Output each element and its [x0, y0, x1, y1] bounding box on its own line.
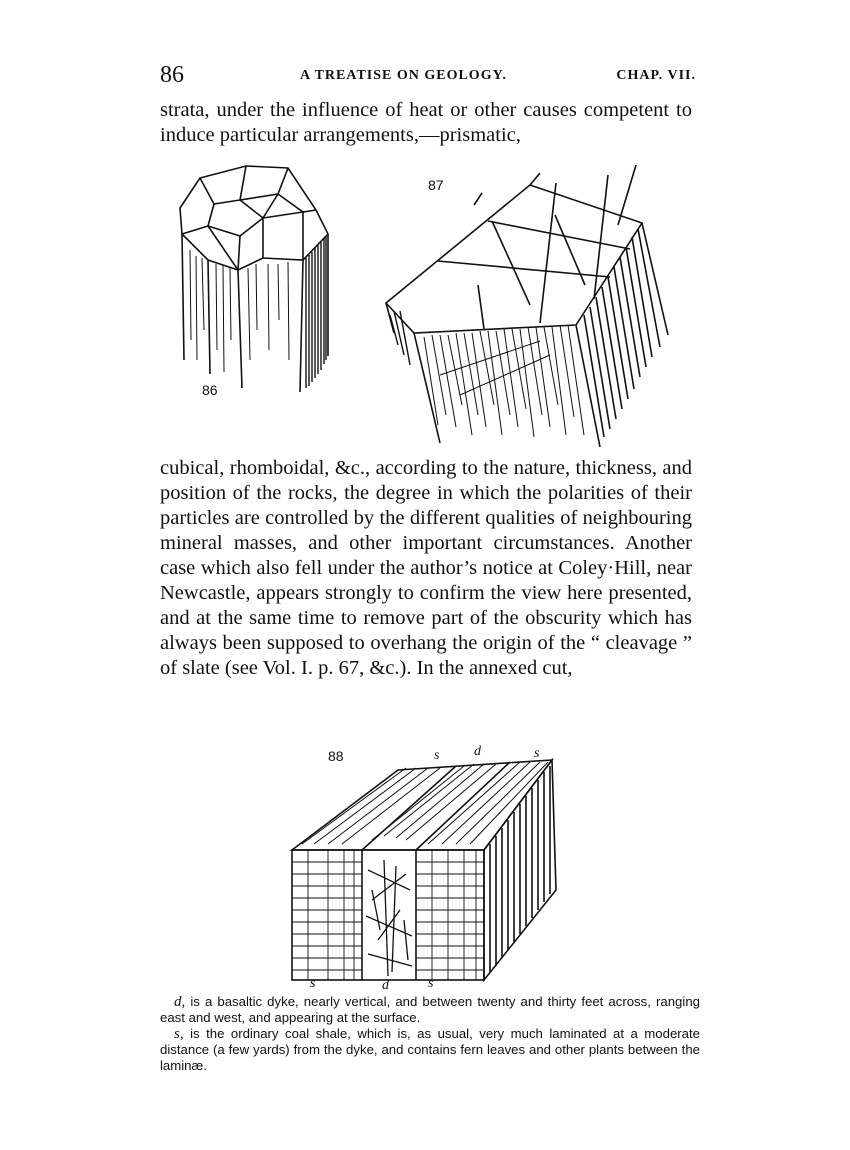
figure-87: [380, 165, 680, 450]
figure-88-label-d-top: d: [474, 744, 481, 759]
figure-86: [168, 160, 338, 400]
caption-s-text: is the ordinary coal shale, which is, as usual, very much laminated at a moderate distance (a few yards) from the dyke, and contains fern leaves and other plants between the laminæ.: [160, 1026, 700, 1073]
figure-86-drawing: [168, 160, 338, 400]
page-header: [160, 62, 698, 92]
page-number: 86: [160, 62, 184, 88]
figure-88-label-s-bottom-left: s: [310, 976, 316, 991]
chapter-label: CHAP. VII.: [616, 68, 696, 83]
caption-d-entry: [160, 994, 700, 1026]
figure-88-label-d-bottom: d: [382, 978, 389, 993]
figure-88: [288, 740, 568, 993]
paragraph-1: strata, under the influence of heat or other causes competent to induce particular arrangements,—prismatic,: [160, 99, 692, 146]
running-title: A TREATISE ON GEOLOGY.: [300, 68, 507, 83]
figure-87-number: 87: [428, 177, 444, 193]
caption-s-entry: [160, 1026, 700, 1074]
figure-86-number: 86: [202, 382, 218, 398]
caption-s-key: s,: [174, 1026, 184, 1042]
figure-88-label-s-bottom-right: s: [428, 976, 434, 991]
figure-88-label-s-top-left: s: [434, 748, 440, 763]
caption-d-key: d,: [174, 994, 186, 1010]
figure-88-label-s-top-right: s: [534, 746, 540, 761]
figure-88-drawing: [288, 740, 568, 990]
paragraph-2: cubical, rhomboidal, &c., according to the nature, thickness, and position of the rocks, the degree in which the polarities of their particles are controlled by the different qualities of neighbouring mineral masses, and other important circumstances. Another case which also fell under the author’s notice at Coley·Hill, near Newcastle, appears strongly to confirm the view here presented, and at the same time to remove part of the obscurity which has always been supposed to overhang the origin of the “ cleavage ” of slate (see Vol. I. p. 67, &c.). In the annexed cut,: [160, 457, 692, 679]
caption-d-text: is a basaltic dyke, nearly vertical, and between twenty and thirty feet across, ranging east and west, and appearing at the surface.: [160, 994, 700, 1025]
figure-87-drawing: [380, 165, 680, 450]
figure-caption: [160, 994, 700, 1074]
figure-88-number: 88: [328, 748, 344, 764]
